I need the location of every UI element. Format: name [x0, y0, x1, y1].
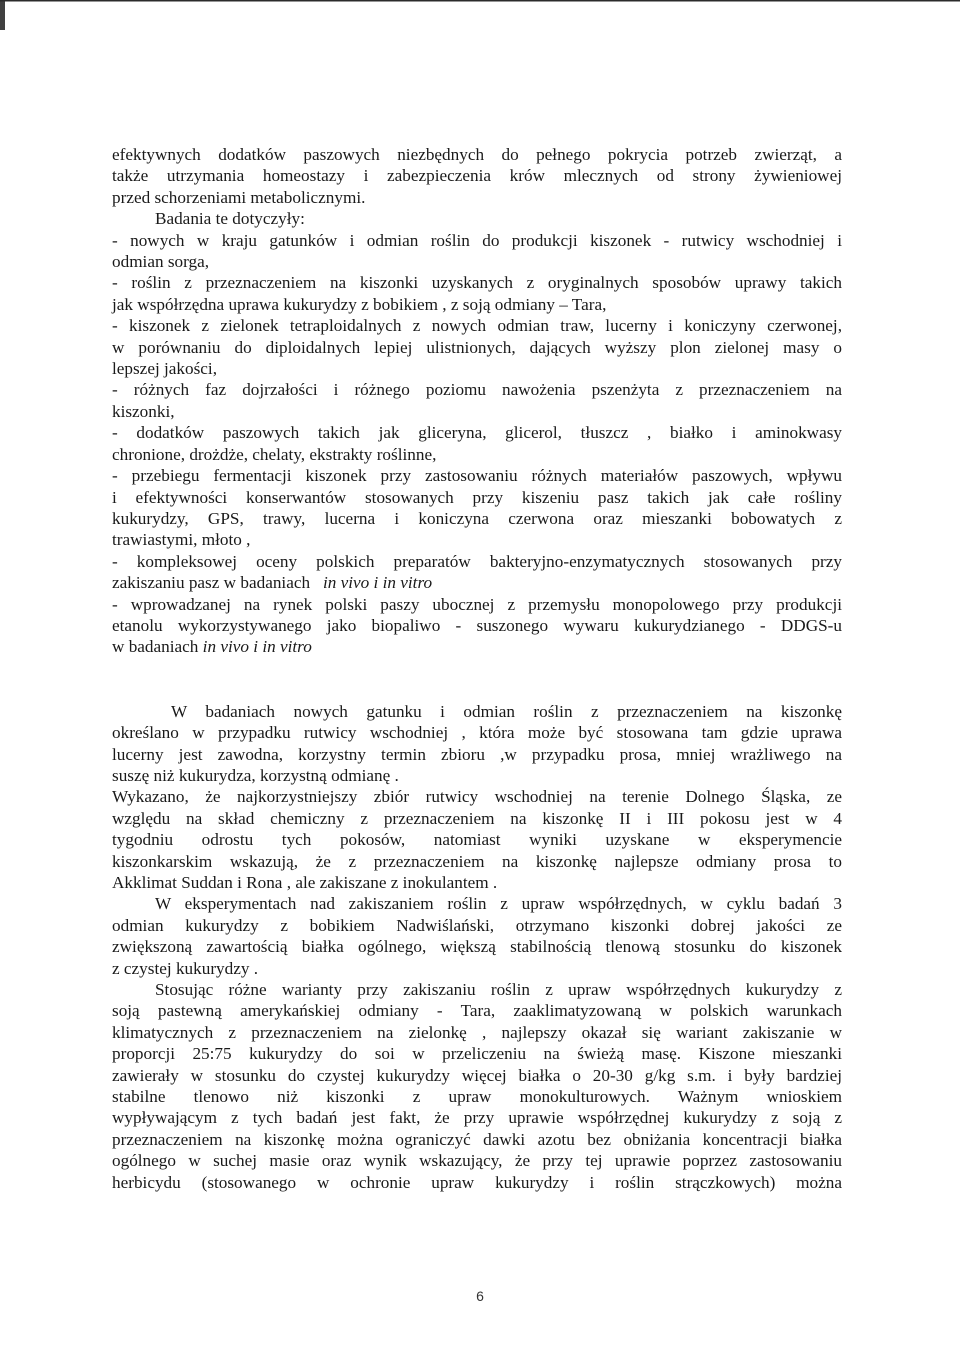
text-line: kiszonkarskim wskazują, że z przeznaczeniem na kiszonkę najlepsze odmiany prosa to: [112, 851, 842, 871]
text-line: - nowych w kraju gatunków i odmian roślin do produkcji kiszonek - rutwicy wschodniej i: [112, 230, 842, 250]
text-line: - dodatków paszowych takich jak gliceryna, glicerol, tłuszcz , białko i aminokwasy: [112, 423, 842, 443]
text-line: chronione, drożdże, chelaty, ekstrakty roślinne,: [112, 444, 437, 464]
text-line: kiszonki,: [112, 401, 175, 421]
text-line: efektywnych dodatków paszowych niezbędnych do pełnego pokrycia potrzeb zwierząt, a: [112, 145, 842, 164]
text-line: przed schorzeniami metabolicznymi.: [112, 187, 366, 207]
text-line: [112, 636, 842, 657]
text-line: Akklimat Suddan i Rona , ale zakiszane z inokulantem .: [112, 873, 498, 892]
text-line: klimatycznych z przeznaczeniem na zielonkę , najlepszy okazał się wariant zakiszanie w: [112, 1022, 842, 1042]
scan-edge-left: [0, 0, 5, 30]
text-line: także utrzymania homeostazy i zabezpieczenia krów mlecznych od strony żywieniowej: [112, 166, 842, 186]
text-line: kukurydzy, GPS, trawy, lucerna i koniczyna czerwona oraz mieszanki bobowatych z: [112, 508, 842, 528]
text-line: - różnych faz dojrzałości i różnego poziomu nawożenia pszenżyta z przeznaczeniem na: [112, 380, 842, 400]
text-line: Wykazano, że najkorzystniejszy zbiór rutwicy wschodniej na terenie Dolnego Śląska, ze: [112, 787, 842, 807]
text-line: Badania te dotyczyły:: [155, 209, 305, 229]
text-fragment: zakiszaniu pasz w badaniach: [112, 573, 311, 593]
text-line: W badaniach nowych gatunku i odmian roślin z przeznaczeniem na kiszonkę: [171, 701, 842, 721]
text-line: - kiszonek z zielonek tetraploidalnych z nowych odmian traw, lucerny i koniczyny czerwonej,: [112, 316, 842, 336]
text-line: - wprowadzanej na rynek polski paszy ubocznej z przemysłu monopolowego przy produkcji: [112, 594, 842, 614]
text-line: soją pastewną amerykańskiej odmiany - Tara, zaaklimatyzowaną w polskich warunkach: [112, 1001, 842, 1021]
italic-term: in vivo i in vitro: [322, 573, 433, 593]
text-line: herbicydu (stosowanego w ochronie upraw kukurydzy i roślin strączkowych) można: [112, 1172, 842, 1192]
text-line: W eksperymentach nad zakiszaniem roślin z upraw współrzędnych, w cyklu badań 3: [155, 894, 842, 914]
text-line: zwiększoną zawartością białka ogólnego, większą stabilnością tlenową stosunku do kiszonek: [112, 937, 842, 957]
text-line: trawiastymi, młoto ,: [112, 530, 251, 550]
text-line: przeznaczeniem na kiszonkę można ograniczyć dawki azotu bez obniżania koncentracji białka: [112, 1129, 842, 1149]
text-line: w porównaniu do diploidalnych lepiej ulistnionych, dających wyższy plon zielonej masy o: [112, 337, 842, 357]
text-line: [112, 572, 842, 593]
text-line: odmian kukurydzy z bobikiem Nadwiślański, otrzymano kiszonki dobrej jakości ze: [112, 915, 842, 935]
scan-edge-top: [0, 0, 960, 5]
text-line: lepszej jakości,: [112, 359, 217, 379]
text-line: stabilne tlenowo niż kiszonki z upraw monokulturowych. Ważnym wnioskiem: [112, 1087, 842, 1107]
text-line: - kompleksowej oceny polskich preparatów bakteryjno-enzymatycznych stosowanych przy: [112, 551, 842, 571]
text-line: określano w przypadku rutwicy wschodniej , która może być stosowana tam gdzie uprawa: [112, 723, 842, 743]
document-body: [112, 144, 842, 1193]
text-line: względu na skład chemiczny z przeznaczeniem na kiszonkę II i III pokosu jest w 4: [112, 808, 842, 828]
page-number: 6: [476, 1288, 484, 1304]
text-line: - przebiegu fermentacji kiszonek przy zastosowaniu różnych materiałów paszowych, wpływu: [112, 466, 842, 486]
text-line: z czystej kukurydzy .: [112, 958, 259, 978]
text-line: ogólnego w suchej masie oraz wynik wskazujący, że przy tej uprawie poprzez zastosowaniu: [112, 1151, 842, 1171]
text-fragment: w badaniach: [112, 637, 199, 657]
text-line: i efektywności konserwantów stosowanych przy kiszeniu pasz takich jak całe rośliny: [112, 487, 842, 507]
text-line: lucerny jest zawodna, korzystny termin zbioru ,w przypadku prosa, mniej wrażliwego na: [112, 744, 842, 764]
text-line: jak współrzędna uprawa kukurydzy z bobikiem , z soją odmiany – Tara,: [112, 294, 607, 314]
text-line: etanolu wykorzystywanego jako biopaliwo - suszonego wywaru kukurydzianego - DDGS-u: [112, 615, 842, 635]
text-line: tygodniu odrostu tych pokosów, natomiast wyniki uzyskane w eksperymencie: [112, 830, 842, 850]
text-line: proporcji 25:75 kukurydzy do soi w przeliczeniu na świeżą masę. Kiszone mieszanki: [112, 1044, 842, 1064]
text-line: odmian sorga,: [112, 252, 210, 272]
text-line: wypływającym z tych badań jest fakt, że przy uprawie współrzędnej kukurydzy z soją z: [112, 1108, 842, 1128]
text-line: - roślin z przeznaczeniem na kiszonki uzyskanych z oryginalnych sposobów uprawy takich: [112, 273, 842, 293]
italic-term: in vivo i in vitro: [202, 637, 312, 657]
text-line: suszę niż kukurydza, korzystną odmianę .: [112, 765, 399, 785]
paragraph-gap: [112, 658, 842, 701]
text-line: zawierały w stosunku do czystej kukurydzy więcej białka o 20-30 g/kg s.m. i były bardziej: [112, 1065, 842, 1085]
text-line: Stosując różne warianty przy zakiszaniu roślin z upraw współrzędnych kukurydzy z: [155, 980, 842, 1000]
